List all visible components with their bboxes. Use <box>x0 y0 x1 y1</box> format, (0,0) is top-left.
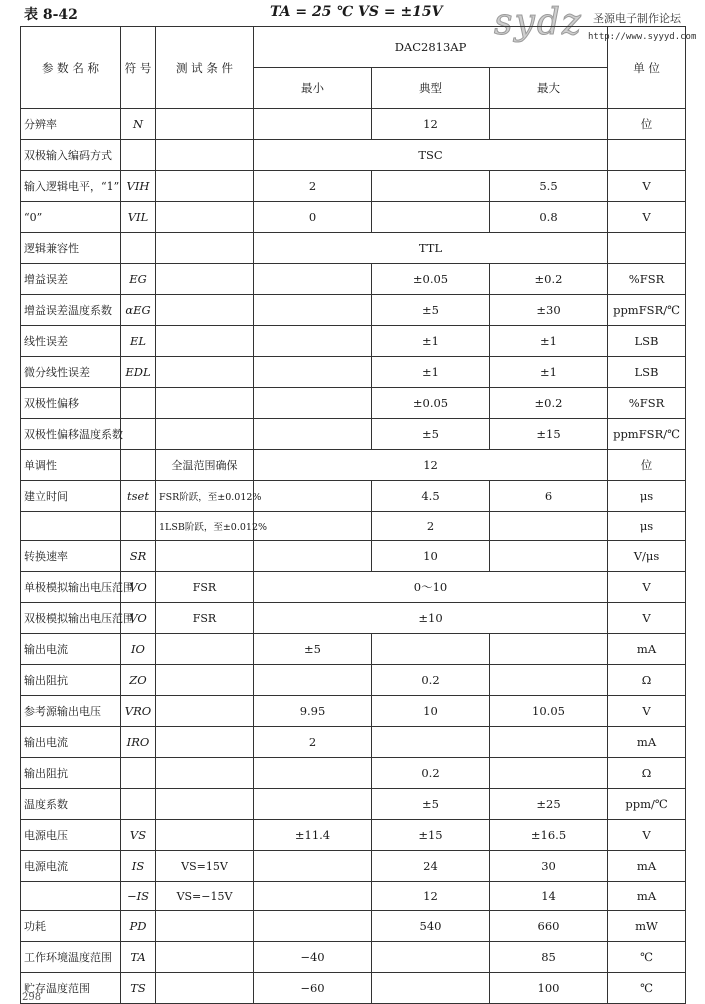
unit-cell <box>608 140 686 171</box>
param-name-cell: 输出电流 <box>21 727 121 758</box>
min-value-cell: 2 <box>254 727 372 758</box>
table-row <box>21 357 686 388</box>
unit-cell: mA <box>608 634 686 665</box>
param-name-cell: 输入逻辑电平，“1” <box>21 171 121 202</box>
param-name-cell: 电源电流 <box>21 851 121 882</box>
unit-cell: ℃ <box>608 942 686 973</box>
min-value-cell: ±5 <box>254 634 372 665</box>
typ-value-cell: ±0.05 <box>372 388 490 419</box>
max-value-cell: 100 <box>490 973 608 1004</box>
symbol-cell <box>121 789 156 820</box>
param-name-cell: 单极模拟输出电压范围 <box>21 572 121 603</box>
condition-cell <box>156 295 254 326</box>
typ-value-cell: 0.2 <box>372 758 490 789</box>
unit-cell: V <box>608 603 686 634</box>
max-value-cell: ±16.5 <box>490 820 608 851</box>
min-value-cell: −60 <box>254 973 372 1004</box>
table-row <box>21 696 686 727</box>
table-row <box>21 388 686 419</box>
table-row <box>21 109 686 140</box>
condition-cell <box>156 109 254 140</box>
min-value-cell: −40 <box>254 942 372 973</box>
condition-cell: VS=15V <box>156 851 254 882</box>
condition-cell <box>156 789 254 820</box>
unit-cell: ppmFSR/℃ <box>608 419 686 450</box>
condition-cell <box>156 140 254 171</box>
typ-value-cell: ±5 <box>372 789 490 820</box>
table-row <box>21 419 686 450</box>
typ-value-cell <box>372 202 490 233</box>
table-row <box>21 820 686 851</box>
table-row <box>21 572 686 603</box>
value-span-cell: 12 <box>254 450 608 481</box>
param-name-cell: 功耗 <box>21 911 121 942</box>
max-value-cell <box>490 512 608 541</box>
symbol-cell: VRO <box>121 696 156 727</box>
typ-value-cell: 0.2 <box>372 665 490 696</box>
typ-value-cell <box>372 973 490 1004</box>
max-value-cell: ±25 <box>490 789 608 820</box>
min-value-cell <box>254 419 372 450</box>
symbol-cell: VIH <box>121 171 156 202</box>
unit-cell: mA <box>608 851 686 882</box>
unit-cell: V <box>608 572 686 603</box>
max-value-cell: ±0.2 <box>490 388 608 419</box>
max-value-cell <box>490 758 608 789</box>
typ-value-cell: ±1 <box>372 326 490 357</box>
condition-cell <box>156 696 254 727</box>
condition-cell <box>156 233 254 264</box>
col-header-symbol: 符 号 <box>121 27 156 109</box>
typ-value-cell: 10 <box>372 541 490 572</box>
unit-cell: LSB <box>608 357 686 388</box>
min-value-cell <box>254 264 372 295</box>
unit-cell: V <box>608 171 686 202</box>
max-value-cell <box>490 727 608 758</box>
table-row <box>21 450 686 481</box>
condition-cell <box>156 326 254 357</box>
max-value-cell: ±0.2 <box>490 264 608 295</box>
condition-cell <box>156 665 254 696</box>
typ-value-cell <box>372 634 490 665</box>
symbol-cell: EL <box>121 326 156 357</box>
min-value-cell <box>254 295 372 326</box>
col-header-param: 参 数 名 称 <box>21 27 121 109</box>
unit-cell: Ω <box>608 758 686 789</box>
min-value-cell: 9.95 <box>254 696 372 727</box>
table-row <box>21 202 686 233</box>
value-span-cell: TTL <box>254 233 608 264</box>
max-value-cell: 660 <box>490 911 608 942</box>
condition-cell: 全温范围确保 <box>156 450 254 481</box>
typ-value-cell <box>372 171 490 202</box>
min-value-cell <box>254 388 372 419</box>
table-row <box>21 634 686 665</box>
typ-value-cell: ±0.05 <box>372 264 490 295</box>
condition-cell <box>156 171 254 202</box>
typ-value-cell: 12 <box>372 109 490 140</box>
symbol-cell: N <box>121 109 156 140</box>
unit-cell: 位 <box>608 109 686 140</box>
table-row <box>21 264 686 295</box>
unit-cell: Ω <box>608 665 686 696</box>
condition-cell <box>156 973 254 1004</box>
min-value-cell <box>254 512 372 541</box>
max-value-cell: 14 <box>490 882 608 911</box>
unit-cell: μs <box>608 512 686 541</box>
symbol-cell: VO <box>121 603 156 634</box>
condition-cell <box>156 541 254 572</box>
condition-cell <box>156 727 254 758</box>
param-name-cell: 输出阻抗 <box>21 665 121 696</box>
min-value-cell <box>254 326 372 357</box>
watermark-site-name: 圣源电子制作论坛 <box>593 12 681 25</box>
condition-cell: 1LSB阶跃，至±0.012% <box>156 512 254 541</box>
typ-value-cell: 2 <box>372 512 490 541</box>
unit-cell: ℃ <box>608 973 686 1004</box>
param-name-cell: 参考源输出电压 <box>21 696 121 727</box>
symbol-cell: VS <box>121 820 156 851</box>
typ-value-cell: ±1 <box>372 357 490 388</box>
param-name-cell: 双极性偏移温度系数 <box>21 419 121 450</box>
condition-cell <box>156 820 254 851</box>
typ-value-cell <box>372 942 490 973</box>
table-row <box>21 541 686 572</box>
max-value-cell <box>490 541 608 572</box>
page-number: 298 <box>22 992 42 1003</box>
min-value-cell <box>254 109 372 140</box>
unit-cell: %FSR <box>608 388 686 419</box>
table-row <box>21 911 686 942</box>
param-name-cell: 工作环境温度范围 <box>21 942 121 973</box>
condition-cell <box>156 419 254 450</box>
condition-cell <box>156 634 254 665</box>
max-value-cell: 6 <box>490 481 608 512</box>
typ-value-cell: 10 <box>372 696 490 727</box>
param-name-cell: 电源电压 <box>21 820 121 851</box>
max-value-cell: ±30 <box>490 295 608 326</box>
unit-cell: V <box>608 202 686 233</box>
min-value-cell <box>254 357 372 388</box>
symbol-cell <box>121 388 156 419</box>
symbol-cell: EG <box>121 264 156 295</box>
table-row <box>21 140 686 171</box>
condition-cell <box>156 942 254 973</box>
condition-cell <box>156 357 254 388</box>
max-value-cell: 10.05 <box>490 696 608 727</box>
param-name-cell: 双极输入编码方式 <box>21 140 121 171</box>
symbol-cell: SR <box>121 541 156 572</box>
symbol-cell <box>121 140 156 171</box>
test-conditions: TA = 25 ℃ VS = ±15V <box>270 4 443 20</box>
unit-cell: mA <box>608 727 686 758</box>
max-value-cell: 5.5 <box>490 171 608 202</box>
param-name-cell: 增益误差温度系数 <box>21 295 121 326</box>
min-value-cell <box>254 911 372 942</box>
table-row <box>21 727 686 758</box>
value-span-cell: TSC <box>254 140 608 171</box>
typ-value-cell: 4.5 <box>372 481 490 512</box>
table-row <box>21 789 686 820</box>
min-value-cell: 2 <box>254 171 372 202</box>
col-header-min: 最小 <box>254 68 372 109</box>
symbol-cell <box>121 233 156 264</box>
table-row <box>21 171 686 202</box>
min-value-cell <box>254 758 372 789</box>
col-header-part: DAC2813AP <box>254 27 608 68</box>
max-value-cell <box>490 665 608 696</box>
unit-cell: ppm/℃ <box>608 789 686 820</box>
spec-table <box>20 26 686 1004</box>
symbol-cell: VO <box>121 572 156 603</box>
table-row <box>21 942 686 973</box>
col-header-condition: 测 试 条 件 <box>156 27 254 109</box>
symbol-cell: IRO <box>121 727 156 758</box>
unit-cell: LSB <box>608 326 686 357</box>
typ-value-cell: ±5 <box>372 419 490 450</box>
param-name-cell: 输出阻抗 <box>21 758 121 789</box>
symbol-cell: αEG <box>121 295 156 326</box>
condition-cell: FSR <box>156 603 254 634</box>
max-value-cell: 0.8 <box>490 202 608 233</box>
param-name-cell: 增益误差 <box>21 264 121 295</box>
min-value-cell <box>254 665 372 696</box>
table-row <box>21 758 686 789</box>
table-row <box>21 326 686 357</box>
symbol-cell <box>121 450 156 481</box>
unit-cell: V <box>608 820 686 851</box>
table-row <box>21 512 686 541</box>
unit-cell <box>608 233 686 264</box>
param-name-cell: 单调性 <box>21 450 121 481</box>
table-number: 表 8-42 <box>24 7 78 23</box>
max-value-cell: ±1 <box>490 326 608 357</box>
param-name-cell: 微分线性误差 <box>21 357 121 388</box>
typ-value-cell: 12 <box>372 882 490 911</box>
min-value-cell <box>254 481 372 512</box>
condition-cell <box>156 911 254 942</box>
table-row <box>21 665 686 696</box>
table-row <box>21 603 686 634</box>
unit-cell: V/μs <box>608 541 686 572</box>
symbol-cell: TA <box>121 942 156 973</box>
typ-value-cell: 540 <box>372 911 490 942</box>
unit-cell: mW <box>608 911 686 942</box>
table-row <box>21 233 686 264</box>
watermark-logo: sydz <box>494 2 583 43</box>
symbol-cell: TS <box>121 973 156 1004</box>
min-value-cell <box>254 851 372 882</box>
unit-cell: V <box>608 696 686 727</box>
min-value-cell: ±11.4 <box>254 820 372 851</box>
min-value-cell <box>254 789 372 820</box>
param-name-cell <box>21 882 121 911</box>
condition-cell: FSR阶跃，至±0.012% <box>156 481 254 512</box>
symbol-cell: ZO <box>121 665 156 696</box>
unit-cell: %FSR <box>608 264 686 295</box>
max-value-cell: 30 <box>490 851 608 882</box>
param-name-cell: 双极性偏移 <box>21 388 121 419</box>
col-header-unit: 单 位 <box>608 27 686 109</box>
unit-cell: mA <box>608 882 686 911</box>
max-value-cell <box>490 109 608 140</box>
condition-cell <box>156 388 254 419</box>
max-value-cell: ±15 <box>490 419 608 450</box>
symbol-cell: IS <box>121 851 156 882</box>
param-name-cell: 线性误差 <box>21 326 121 357</box>
table-row <box>21 973 686 1004</box>
condition-cell <box>156 264 254 295</box>
unit-cell: μs <box>608 481 686 512</box>
value-span-cell: ±10 <box>254 603 608 634</box>
unit-cell: 位 <box>608 450 686 481</box>
symbol-cell: IO <box>121 634 156 665</box>
table-row <box>21 481 686 512</box>
symbol-cell <box>121 419 156 450</box>
symbol-cell: EDL <box>121 357 156 388</box>
param-name-cell: 输出电流 <box>21 634 121 665</box>
table-row <box>21 851 686 882</box>
symbol-cell: VIL <box>121 202 156 233</box>
param-name-cell: 逻辑兼容性 <box>21 233 121 264</box>
max-value-cell <box>490 634 608 665</box>
max-value-cell: 85 <box>490 942 608 973</box>
param-name-cell: 温度系数 <box>21 789 121 820</box>
watermark-url: http://www.syyyd.com <box>588 32 697 42</box>
symbol-cell <box>121 758 156 789</box>
condition-cell: VS=−15V <box>156 882 254 911</box>
param-name-cell: 贮存温度范围 <box>21 973 121 1004</box>
typ-value-cell: ±5 <box>372 295 490 326</box>
value-span-cell: 0～10 <box>254 572 608 603</box>
condition-cell <box>156 202 254 233</box>
col-header-max: 最大 <box>490 68 608 109</box>
param-name-cell: 分辨率 <box>21 109 121 140</box>
param-name-cell: “0” <box>21 202 121 233</box>
min-value-cell <box>254 541 372 572</box>
max-value-cell: ±1 <box>490 357 608 388</box>
min-value-cell <box>254 882 372 911</box>
param-name-cell: 转换速率 <box>21 541 121 572</box>
symbol-cell <box>121 512 156 541</box>
symbol-cell: −IS <box>121 882 156 911</box>
condition-cell: FSR <box>156 572 254 603</box>
table-row <box>21 295 686 326</box>
min-value-cell: 0 <box>254 202 372 233</box>
unit-cell: ppmFSR/℃ <box>608 295 686 326</box>
typ-value-cell <box>372 727 490 758</box>
param-name-cell: 建立时间 <box>21 481 121 512</box>
condition-cell <box>156 758 254 789</box>
typ-value-cell: 24 <box>372 851 490 882</box>
table-row <box>21 882 686 911</box>
typ-value-cell: ±15 <box>372 820 490 851</box>
param-name-cell: 双极模拟输出电压范围 <box>21 603 121 634</box>
param-name-cell <box>21 512 121 541</box>
symbol-cell: tset <box>121 481 156 512</box>
symbol-cell: PD <box>121 911 156 942</box>
col-header-typ: 典型 <box>372 68 490 109</box>
